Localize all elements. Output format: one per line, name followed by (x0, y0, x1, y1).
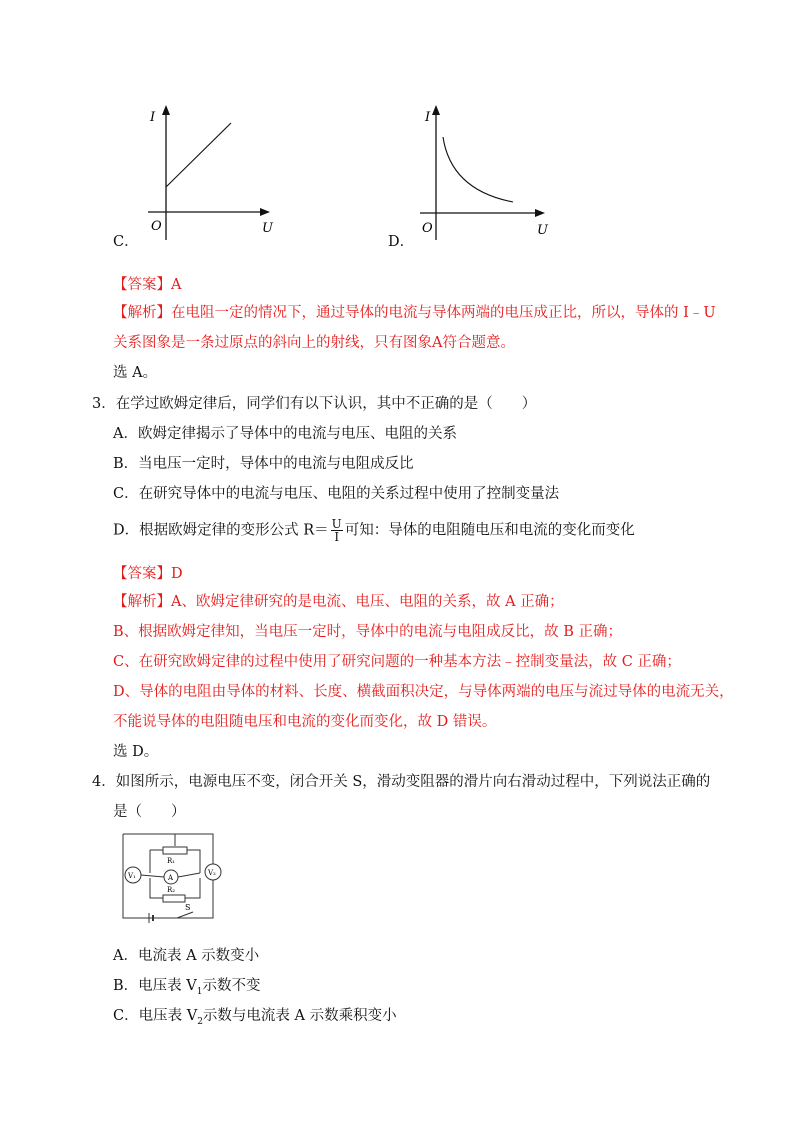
q2-analysis-line1 (113, 303, 716, 323)
label-v2: V₂ (208, 869, 216, 877)
label-r1: R₁ (167, 857, 176, 865)
wire (150, 878, 163, 898)
q3-option-d (113, 518, 635, 543)
q3-option-c: C．在研究导体中的电流与电压、电阻的关系过程中使用了控制变量法 (113, 486, 560, 502)
q3-analysis-line2: B、根据欧姆定律知，当电压一定时，导体中的电流与电阻成反比，故 B 正确； (113, 624, 623, 640)
analysis-text: 在电阻一定的情况下，通过导体的电流与导体两端的电压成正比，所以，导体的 I﹣U (171, 305, 716, 321)
axis-label-i: I (425, 110, 431, 125)
option-c-label: C． (113, 234, 139, 250)
q4-option-c-post: 示数与电流表 A 示数乘积变小 (202, 1008, 397, 1024)
q3-analysis-line3: C、在研究欧姆定律的过程中使用了研究问题的一种基本方法﹣控制变量法，故 C 正确； (113, 654, 681, 670)
x-axis-arrow (535, 209, 545, 217)
q2-answer (113, 275, 181, 295)
axis-label-i: I (150, 110, 156, 125)
q4-option-c-pre: C．电压表 V (113, 1008, 198, 1024)
q3-option-d-pre: D．根据欧姆定律的变形公式 R＝ (113, 522, 329, 539)
q4-option-b (113, 976, 260, 1002)
label-a: A (168, 874, 174, 882)
q3-analysis-line5: 不能说导体的电阻随电压和电流的变化而变化，故 D 错误。 (113, 714, 497, 730)
circuit-diagram (115, 828, 225, 923)
q3-option-a: A．欧姆定律揭示了导体中的电流与电压、电阻的关系 (113, 426, 457, 442)
answer-value: D (171, 566, 183, 582)
q3-stem: 3．在学过欧姆定律后，同学们有以下认识，其中不正确的是（ ） (92, 396, 537, 412)
q4-stem-line2: 是（ ） (113, 804, 186, 820)
q4-stem-line1: 4．如图所示，电源电压不变，闭合开关 S，滑动变阻器的滑片向右滑动过程中，下列说法正确的 (92, 774, 711, 790)
analysis-tag: 【解析】 (113, 594, 171, 610)
q4-option-a: A．电流表 A 示数变小 (113, 948, 260, 964)
answer-tag: 【答案】 (113, 277, 171, 293)
q3-answer (113, 564, 183, 584)
curve-graph-d (443, 137, 513, 202)
wire (178, 873, 200, 877)
q3-analysis-line4: D、导体的电阻由导体的材料、长度、横截面积决定，与导体两端的电压与流过导体的电流无关， (113, 684, 734, 700)
q4-option-c-sub: 2 (197, 1016, 203, 1027)
q4-option-b-pre: B．电压表 V (113, 978, 197, 994)
analysis-tag: 【解析】 (113, 305, 171, 321)
wire (187, 850, 200, 873)
answer-value: A (171, 277, 182, 293)
wire (185, 878, 200, 898)
rheostat-r1 (163, 847, 187, 854)
q4-option-c (113, 1006, 397, 1032)
y-axis-arrow (432, 105, 440, 115)
analysis-text: A、欧姆定律研究的是电流、电压、电阻的关系，故 A 正确； (171, 594, 564, 610)
graph-option-d (385, 95, 565, 250)
fraction-numerator: U (331, 517, 342, 531)
q2-choose: 选 A。 (113, 365, 158, 381)
axis-label-u: U (537, 223, 548, 238)
q3-analysis-line1 (113, 592, 564, 612)
q3-option-b: B．当电压一定时，导体中的电流与电阻成反比 (113, 456, 414, 472)
q2-analysis-line2: 关系图象是一条过原点的斜向上的射线，只有图象A符合题意。 (113, 335, 515, 351)
switch-s (177, 912, 193, 918)
label-v1: V₁ (128, 872, 136, 880)
label-s: S (185, 903, 191, 912)
x-axis-arrow (260, 208, 270, 216)
origin-label: O (151, 219, 162, 234)
label-r2: R₂ (167, 886, 176, 894)
q3-option-d-post: 可知：导体的电阻随电压和电流的变化而变化 (344, 522, 635, 539)
q4-option-b-post: 示数不变 (202, 978, 261, 994)
fraction-denominator: I (334, 530, 340, 544)
axis-label-u: U (262, 221, 273, 236)
resistor-r2 (163, 895, 185, 902)
formula-fraction (331, 518, 343, 543)
q4-option-b-sub: 1 (196, 986, 203, 997)
line-graph-c (166, 123, 231, 187)
origin-label: O (422, 221, 433, 236)
q3-choose: 选 D。 (113, 744, 159, 760)
graph-option-c (110, 95, 290, 250)
wire (141, 875, 164, 877)
option-d-label: D． (388, 234, 415, 250)
answer-tag: 【答案】 (113, 566, 171, 582)
y-axis-arrow (162, 105, 170, 115)
